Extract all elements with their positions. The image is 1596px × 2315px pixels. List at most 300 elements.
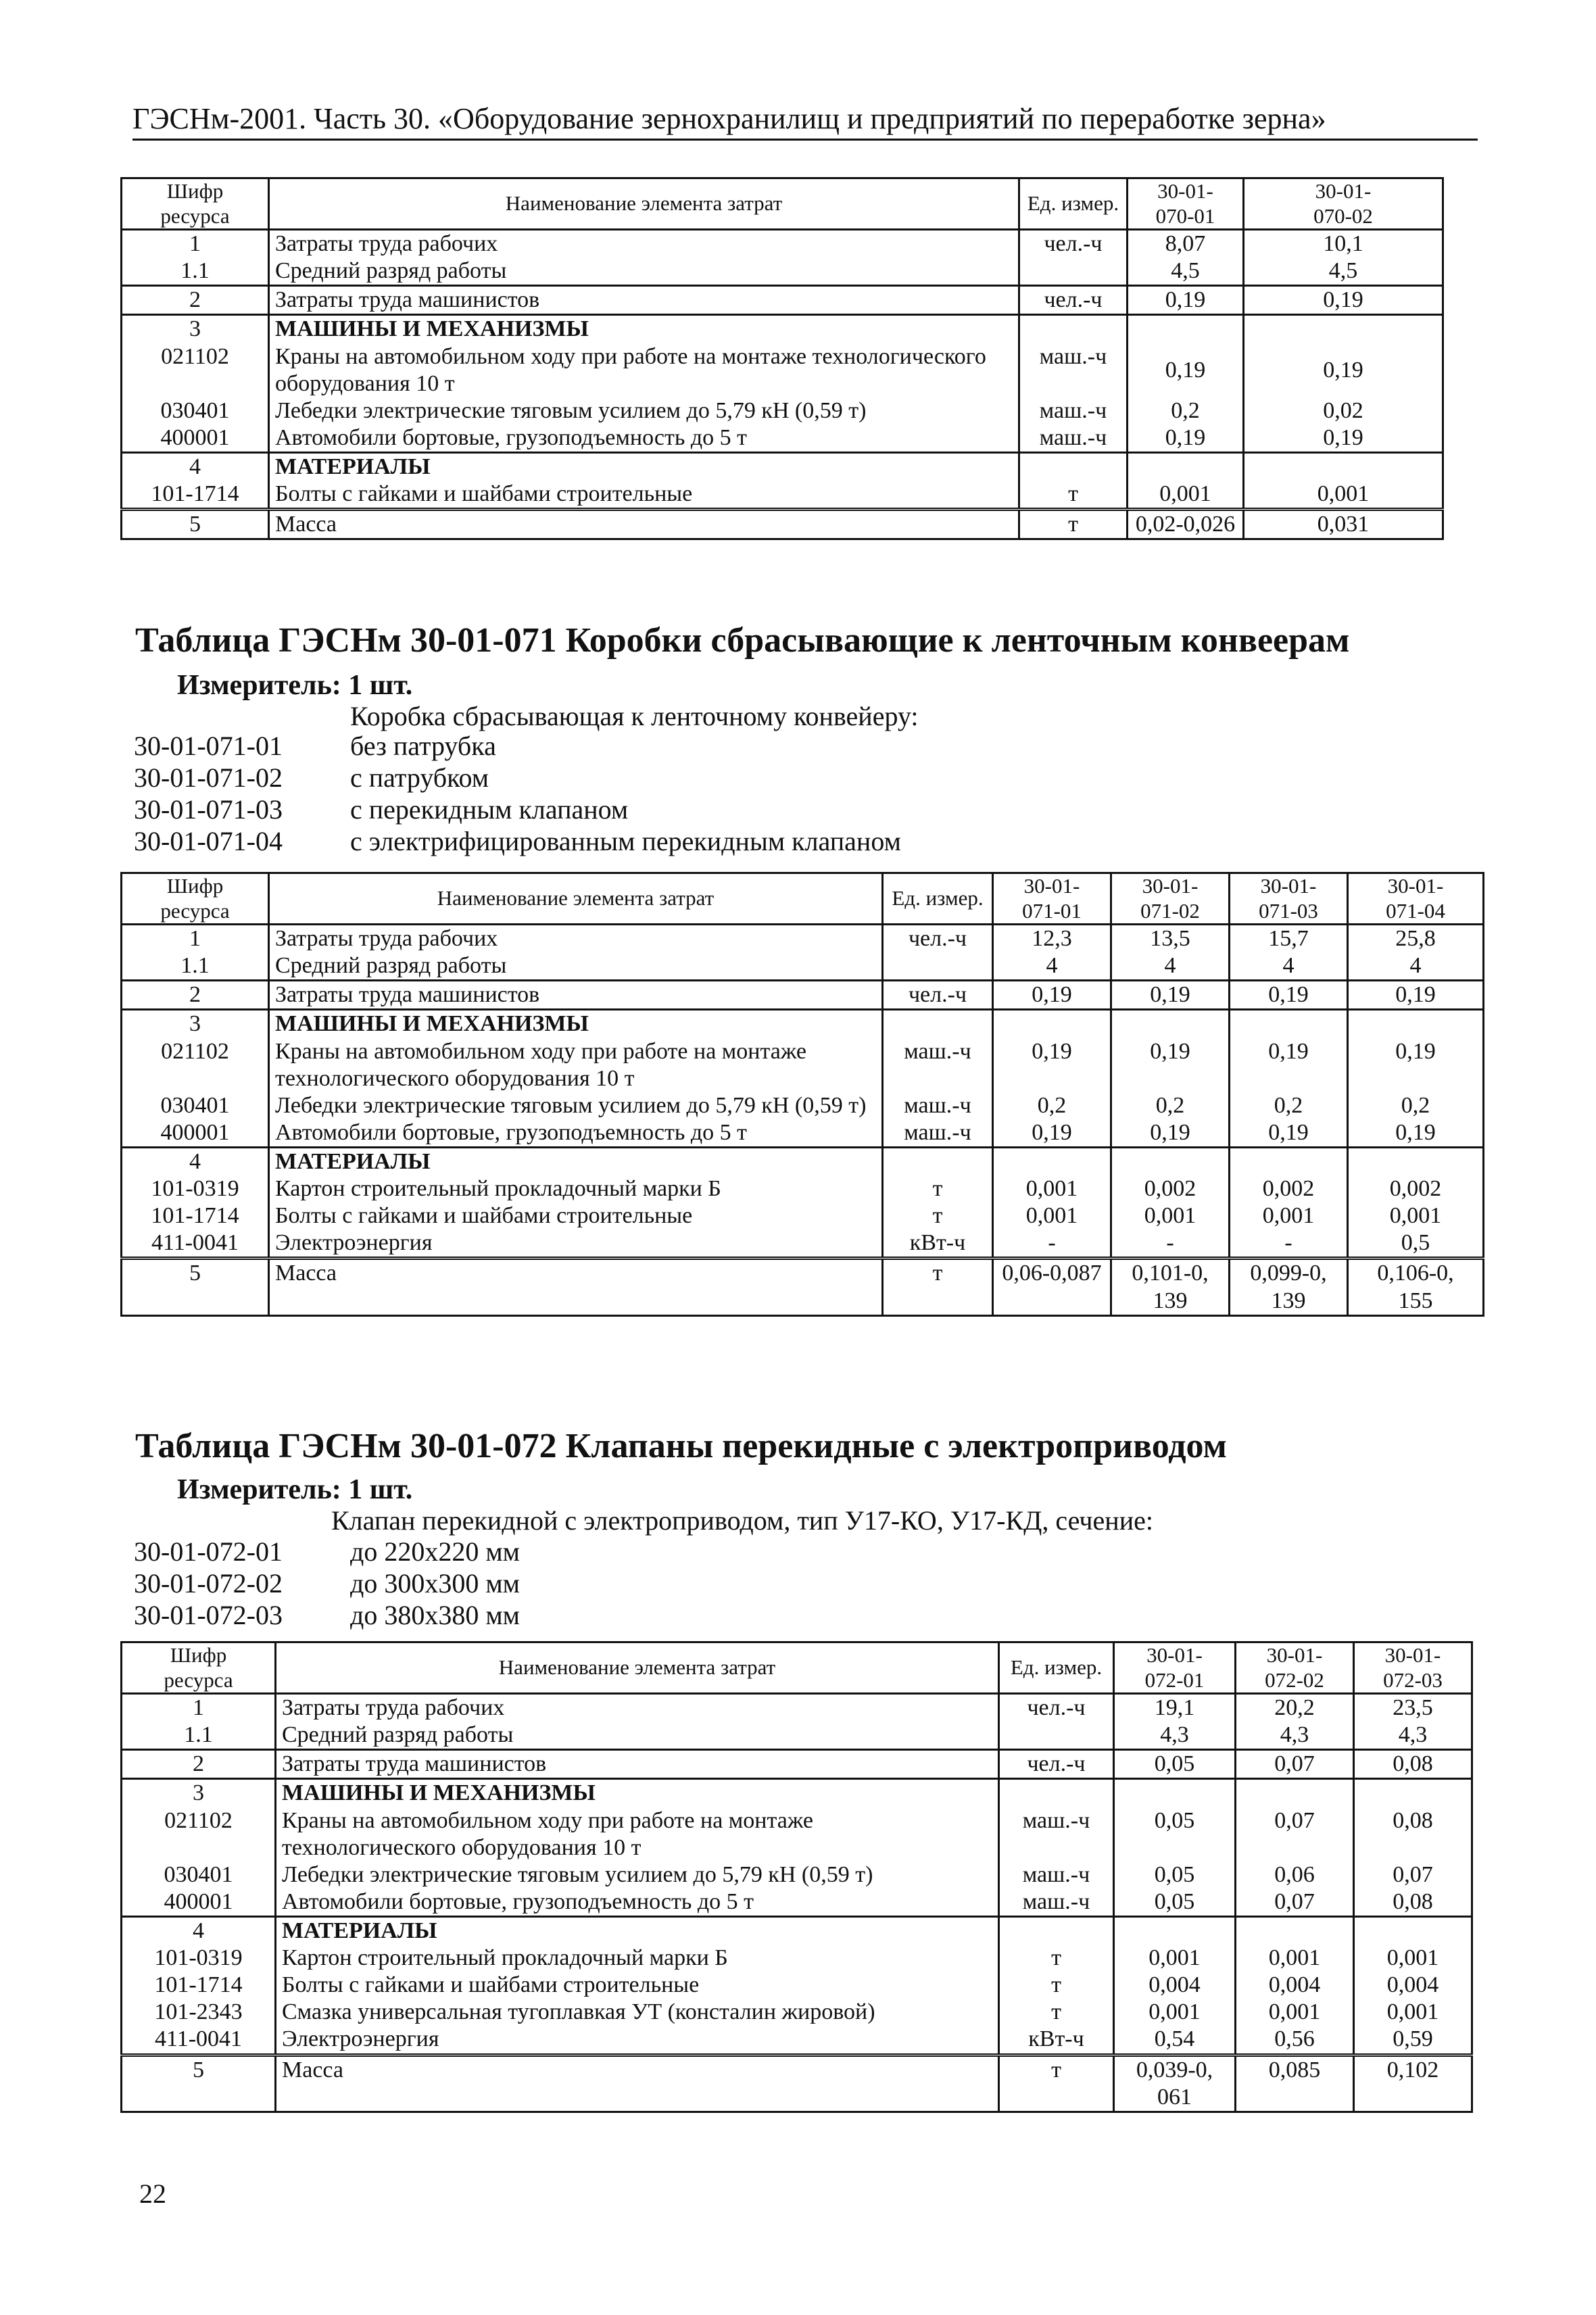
resource-value: 0,001 bbox=[1354, 1945, 1472, 1972]
resource-name: Автомобили бортовые, грузоподъемность до 5 т bbox=[276, 1888, 999, 1917]
resource-value: 0,05 bbox=[1114, 1750, 1236, 1779]
resource-value: 13,5 bbox=[1111, 925, 1230, 953]
resource-unit: маш.-ч bbox=[999, 1807, 1114, 1861]
resource-code: 4 bbox=[122, 1917, 276, 1945]
resource-code: 030401 bbox=[122, 1092, 269, 1119]
resource-unit: маш.-ч bbox=[1019, 397, 1128, 424]
resource-name: Лебедки электрические тяговым усилием до 5,79 кН (0,59 т) bbox=[269, 1092, 883, 1119]
resource-value: 4,3 bbox=[1236, 1722, 1354, 1750]
table-row bbox=[122, 1722, 1472, 1750]
resource-value-text: 0,039-0,061 bbox=[1136, 2057, 1213, 2110]
resource-value: 0,07 bbox=[1354, 1861, 1472, 1888]
resource-value: 4 bbox=[1111, 952, 1230, 981]
table-row bbox=[122, 1229, 1484, 1259]
resource-value: 0,19 bbox=[1244, 343, 1443, 397]
resource-code: 3 bbox=[122, 1010, 269, 1038]
table-row bbox=[122, 1010, 1484, 1038]
resource-table-070 bbox=[120, 177, 1444, 540]
resource-unit: чел.-ч bbox=[883, 925, 993, 953]
resource-value-text: 0,101-0,139 bbox=[1132, 1261, 1209, 1313]
table-071-title: Таблица ГЭСНм 30-01-071 Коробки сбрасывающие к ленточным конвеерам bbox=[135, 621, 1350, 660]
resource-code: 1.1 bbox=[122, 1722, 276, 1750]
resource-value: 0,002 bbox=[1230, 1175, 1348, 1202]
resource-value: - bbox=[1230, 1229, 1348, 1259]
header-row bbox=[122, 873, 1484, 925]
resource-value: 0,19 bbox=[993, 981, 1111, 1010]
resource-value: 0,002 bbox=[1111, 1175, 1230, 1202]
resource-unit bbox=[1019, 453, 1128, 481]
resource-code: 411-0041 bbox=[122, 1229, 269, 1259]
resource-name: МАШИНЫ И МЕХАНИЗМЫ bbox=[269, 315, 1019, 343]
resource-value bbox=[1236, 1917, 1354, 1945]
header-unit: Ед. измер. bbox=[883, 873, 993, 925]
resource-value: 4,3 bbox=[1114, 1722, 1236, 1750]
resource-value: 0,19 bbox=[1244, 286, 1443, 315]
resource-value bbox=[993, 1148, 1111, 1176]
resource-name: Краны на автомобильном ходу при работе на монтаже технологического оборудования 10 т bbox=[269, 1038, 883, 1092]
variant-row bbox=[134, 730, 901, 762]
table-row bbox=[122, 1888, 1472, 1917]
resource-unit bbox=[883, 952, 993, 981]
resource-unit: маш.-ч bbox=[1019, 343, 1128, 397]
variant-code: 30-01-071-03 bbox=[134, 794, 283, 825]
table-row bbox=[122, 1694, 1472, 1722]
resource-unit: т bbox=[883, 1175, 993, 1202]
resource-value bbox=[1230, 1148, 1348, 1176]
header-norm-2 bbox=[1111, 873, 1230, 925]
resource-value bbox=[1111, 1259, 1230, 1315]
header-norm-2 bbox=[1236, 1642, 1354, 1694]
resource-unit: чел.-ч bbox=[999, 1750, 1114, 1779]
table-row bbox=[122, 453, 1443, 481]
table-071-description: Коробка сбрасывающая к ленточному конвейеру: bbox=[350, 701, 919, 731]
resource-unit: маш.-ч bbox=[999, 1888, 1114, 1917]
resource-code: 101-1714 bbox=[122, 1202, 269, 1229]
header-code-line1: Шифр bbox=[170, 1643, 227, 1667]
table-row bbox=[122, 286, 1443, 315]
header-norm-1 bbox=[1114, 1642, 1236, 1694]
resource-value: 0,004 bbox=[1354, 1972, 1472, 1999]
resource-name: Масса bbox=[276, 2055, 999, 2112]
resource-name: Масса bbox=[269, 510, 1019, 539]
table-072-variants bbox=[134, 1536, 520, 1631]
resource-value: 15,7 bbox=[1230, 925, 1348, 953]
variant-code: 30-01-071-04 bbox=[134, 826, 283, 856]
resource-value: 23,5 bbox=[1354, 1694, 1472, 1722]
header-name: Наименование элемента затрат bbox=[269, 178, 1019, 230]
resource-value: 0,19 bbox=[1128, 286, 1244, 315]
resource-value bbox=[1114, 2055, 1236, 2112]
resource-code: 1 bbox=[122, 230, 269, 258]
resource-code: 4 bbox=[122, 453, 269, 481]
table-row bbox=[122, 1861, 1472, 1888]
variant-row bbox=[134, 1536, 520, 1567]
header-norm-line2: 072-02 bbox=[1265, 1667, 1324, 1692]
resource-value: 0,2 bbox=[1348, 1092, 1484, 1119]
header-norm-3 bbox=[1230, 873, 1348, 925]
header-unit: Ед. измер. bbox=[1019, 178, 1128, 230]
resource-name: Затраты труда машинистов bbox=[269, 286, 1019, 315]
resource-unit: т bbox=[1019, 510, 1128, 539]
variant-code: 30-01-072-01 bbox=[134, 1536, 283, 1567]
resource-value: 0,19 bbox=[1128, 424, 1244, 453]
resource-code: 1 bbox=[122, 1694, 276, 1722]
header-code bbox=[122, 1642, 276, 1694]
resource-value: 0,001 bbox=[993, 1175, 1111, 1202]
table-072-measure: Измеритель: 1 шт. bbox=[177, 1474, 413, 1505]
table-071-variants bbox=[134, 730, 901, 857]
resource-value: 0,08 bbox=[1354, 1888, 1472, 1917]
resource-unit: чел.-ч bbox=[1019, 286, 1128, 315]
resource-unit: маш.-ч bbox=[883, 1092, 993, 1119]
resource-value: 0,19 bbox=[1348, 1119, 1484, 1148]
header-norm-1 bbox=[993, 873, 1111, 925]
table-row bbox=[122, 981, 1484, 1010]
table-row bbox=[122, 343, 1443, 397]
resource-code: 5 bbox=[122, 1259, 269, 1315]
resource-code: 021102 bbox=[122, 1038, 269, 1092]
resource-value: 0,54 bbox=[1114, 2026, 1236, 2055]
header-code-line1: Шифр bbox=[166, 179, 224, 203]
resource-value bbox=[1111, 1148, 1230, 1176]
resource-value: 0,001 bbox=[1236, 1999, 1354, 2026]
resource-value: 0,19 bbox=[1128, 343, 1244, 397]
resource-value: 4 bbox=[993, 952, 1111, 981]
resource-name: Автомобили бортовые, грузоподъемность до 5 т bbox=[269, 1119, 883, 1148]
header-norm-line2: 072-01 bbox=[1144, 1667, 1205, 1692]
resource-unit bbox=[999, 1722, 1114, 1750]
resource-name: Картон строительный прокладочный марки Б bbox=[276, 1945, 999, 1972]
header-norm-line1: 30-01- bbox=[1387, 874, 1444, 898]
resource-value bbox=[1244, 315, 1443, 343]
resource-unit: кВт-ч bbox=[999, 2026, 1114, 2055]
resource-value: 0,001 bbox=[1354, 1999, 1472, 2026]
resource-code: 101-0319 bbox=[122, 1945, 276, 1972]
table-row bbox=[122, 1175, 1484, 1202]
resource-value bbox=[1114, 1917, 1236, 1945]
resource-value: 20,2 bbox=[1236, 1694, 1354, 1722]
resource-name: Краны на автомобильном ходу при работе на монтаже технологического оборудования 10 т bbox=[276, 1807, 999, 1861]
resource-code: 4 bbox=[122, 1148, 269, 1176]
resource-value: 0,05 bbox=[1114, 1861, 1236, 1888]
header-norm-4 bbox=[1348, 873, 1484, 925]
resource-value: 0,001 bbox=[1114, 1945, 1236, 1972]
resource-name: Затраты труда машинистов bbox=[269, 981, 883, 1010]
variant-code: 30-01-072-02 bbox=[134, 1568, 283, 1599]
resource-name: Лебедки электрические тяговым усилием до 5,79 кН (0,59 т) bbox=[269, 397, 1019, 424]
resource-value bbox=[1114, 1779, 1236, 1807]
table-row bbox=[122, 1807, 1472, 1861]
resource-code: 3 bbox=[122, 1779, 276, 1807]
header-norm-line2: 072-03 bbox=[1383, 1667, 1443, 1692]
variant-text: до 300х300 мм bbox=[350, 1568, 520, 1599]
resource-value: 0,2 bbox=[1111, 1092, 1230, 1119]
resource-name: Краны на автомобильном ходу при работе на монтаже технологического оборудования 10 т bbox=[269, 343, 1019, 397]
resource-name: Электроэнергия bbox=[276, 2026, 999, 2055]
table-row bbox=[122, 2026, 1472, 2055]
resource-value bbox=[1128, 453, 1244, 481]
resource-value: 19,1 bbox=[1114, 1694, 1236, 1722]
header-name: Наименование элемента затрат bbox=[276, 1642, 999, 1694]
resource-value bbox=[1230, 1010, 1348, 1038]
resource-value: 0,02 bbox=[1244, 397, 1443, 424]
resource-value bbox=[1348, 1148, 1484, 1176]
resource-unit bbox=[999, 1917, 1114, 1945]
resource-code: 1.1 bbox=[122, 952, 269, 981]
variant-text: до 220х220 мм bbox=[350, 1536, 520, 1567]
variant-code: 30-01-072-03 bbox=[134, 1600, 283, 1630]
resource-code: 1.1 bbox=[122, 258, 269, 286]
resource-value: 0,07 bbox=[1236, 1750, 1354, 1779]
variant-row bbox=[134, 794, 901, 825]
header-norm-line2: 071-01 bbox=[1022, 898, 1082, 923]
resource-name: Затраты труда рабочих bbox=[269, 925, 883, 953]
variant-row bbox=[134, 1567, 520, 1599]
resource-value: 0,001 bbox=[1230, 1202, 1348, 1229]
header-norm-line1: 30-01- bbox=[1157, 179, 1213, 203]
header-code bbox=[122, 873, 269, 925]
header-code-line2: ресурса bbox=[160, 203, 230, 228]
header-norm-2 bbox=[1244, 178, 1443, 230]
resource-name: Средний разряд работы bbox=[276, 1722, 999, 1750]
resource-unit: чел.-ч bbox=[999, 1694, 1114, 1722]
resource-code: 400001 bbox=[122, 424, 269, 453]
header-norm-line1: 30-01- bbox=[1384, 1643, 1441, 1667]
table-row bbox=[122, 1092, 1484, 1119]
table-071-measure: Измеритель: 1 шт. bbox=[177, 670, 413, 701]
resource-unit bbox=[883, 1148, 993, 1176]
resource-name: МАШИНЫ И МЕХАНИЗМЫ bbox=[269, 1010, 883, 1038]
resource-value: 0,085 bbox=[1236, 2055, 1354, 2112]
resource-name: Электроэнергия bbox=[269, 1229, 883, 1259]
resource-value: 0,001 bbox=[1128, 481, 1244, 510]
table-row bbox=[122, 397, 1443, 424]
table-row bbox=[122, 1750, 1472, 1779]
resource-value: 0,05 bbox=[1114, 1807, 1236, 1861]
resource-code: 1 bbox=[122, 925, 269, 953]
resource-code: 101-0319 bbox=[122, 1175, 269, 1202]
variant-text: без патрубка bbox=[350, 731, 496, 761]
resource-value bbox=[1111, 1010, 1230, 1038]
resource-code: 400001 bbox=[122, 1888, 276, 1917]
resource-table-072 bbox=[120, 1641, 1473, 2113]
resource-value: 4,5 bbox=[1244, 258, 1443, 286]
resource-name: Болты с гайками и шайбами строительные bbox=[269, 1202, 883, 1229]
table-row bbox=[122, 1202, 1484, 1229]
resource-value bbox=[1354, 1917, 1472, 1945]
resource-value: 0,001 bbox=[993, 1202, 1111, 1229]
resource-name: Затраты труда машинистов bbox=[276, 1750, 999, 1779]
page-number: 22 bbox=[139, 2178, 166, 2209]
resource-value: 0,2 bbox=[1128, 397, 1244, 424]
header-norm-line2: 070-01 bbox=[1155, 203, 1215, 228]
resource-value-text: 0,099-0,139 bbox=[1250, 1261, 1327, 1313]
resource-value: 0,07 bbox=[1236, 1888, 1354, 1917]
resource-value bbox=[1236, 1779, 1354, 1807]
resource-code: 2 bbox=[122, 981, 269, 1010]
header-norm-line2: 071-02 bbox=[1140, 898, 1200, 923]
resource-name: Средний разряд работы bbox=[269, 258, 1019, 286]
resource-value: 12,3 bbox=[993, 925, 1111, 953]
resource-code: 101-1714 bbox=[122, 1972, 276, 1999]
resource-value: 0,5 bbox=[1348, 1229, 1484, 1259]
table-row bbox=[122, 2055, 1472, 2112]
variant-row bbox=[134, 825, 901, 857]
resource-unit: т bbox=[999, 1999, 1114, 2026]
header-row bbox=[122, 178, 1443, 230]
resource-code: 3 bbox=[122, 315, 269, 343]
resource-value: 0,05 bbox=[1114, 1888, 1236, 1917]
header-norm-3 bbox=[1354, 1642, 1472, 1694]
table-row bbox=[122, 424, 1443, 453]
resource-value: 0,06-0,087 bbox=[993, 1259, 1111, 1315]
resource-name: МАШИНЫ И МЕХАНИЗМЫ bbox=[276, 1779, 999, 1807]
resource-value: 0,001 bbox=[1244, 481, 1443, 510]
resource-name: Болты с гайками и шайбами строительные bbox=[269, 481, 1019, 510]
table-row bbox=[122, 510, 1443, 539]
resource-name: Смазка универсальная тугоплавкая УТ (консталин жировой) bbox=[276, 1999, 999, 2026]
resource-value: 4,5 bbox=[1128, 258, 1244, 286]
resource-name: Затраты труда рабочих bbox=[269, 230, 1019, 258]
variant-row bbox=[134, 1599, 520, 1631]
resource-value bbox=[1348, 1010, 1484, 1038]
header-norm-line2: 070-02 bbox=[1313, 203, 1373, 228]
table-row bbox=[122, 1259, 1484, 1315]
resource-unit: чел.-ч bbox=[1019, 230, 1128, 258]
resource-name: Затраты труда рабочих bbox=[276, 1694, 999, 1722]
resource-value bbox=[1348, 1259, 1484, 1315]
resource-table-071 bbox=[120, 872, 1484, 1317]
resource-unit bbox=[883, 1010, 993, 1038]
table-row bbox=[122, 1945, 1472, 1972]
resource-unit: т bbox=[999, 1945, 1114, 1972]
header-unit: Ед. измер. bbox=[999, 1642, 1114, 1694]
resource-value: 25,8 bbox=[1348, 925, 1484, 953]
table-row bbox=[122, 1779, 1472, 1807]
resource-value: 0,19 bbox=[1348, 981, 1484, 1010]
resource-value bbox=[1354, 1779, 1472, 1807]
resource-unit: т bbox=[999, 1972, 1114, 1999]
header-norm-line1: 30-01- bbox=[1023, 874, 1080, 898]
table-row bbox=[122, 1119, 1484, 1148]
header-norm-line1: 30-01- bbox=[1146, 1643, 1203, 1667]
variant-text: с перекидным клапаном bbox=[350, 794, 629, 825]
resource-code: 030401 bbox=[122, 1861, 276, 1888]
table-row bbox=[122, 258, 1443, 286]
header-norm-line1: 30-01- bbox=[1260, 874, 1317, 898]
header-norm-1 bbox=[1128, 178, 1244, 230]
resource-value-text: 0,106-0,155 bbox=[1377, 1261, 1454, 1313]
page-header: ГЭСНм-2001. Часть 30. «Оборудование зернохранилищ и предприятий по переработке зерна» bbox=[132, 101, 1478, 141]
variant-text: с электрифицированным перекидным клапаном bbox=[350, 826, 901, 856]
resource-value: 0,19 bbox=[1230, 1038, 1348, 1092]
resource-code: 030401 bbox=[122, 397, 269, 424]
variant-row bbox=[134, 762, 901, 794]
resource-code: 021102 bbox=[122, 1807, 276, 1861]
resource-value: 0,19 bbox=[1111, 1119, 1230, 1148]
header-norm-line2: 071-03 bbox=[1259, 898, 1318, 923]
resource-code: 021102 bbox=[122, 343, 269, 397]
resource-value: 0,001 bbox=[1114, 1999, 1236, 2026]
resource-name: Картон строительный прокладочный марки Б bbox=[269, 1175, 883, 1202]
resource-unit: т bbox=[999, 2055, 1114, 2112]
table-row bbox=[122, 925, 1484, 953]
resource-value: 0,06 bbox=[1236, 1861, 1354, 1888]
resource-value: 0,001 bbox=[1348, 1202, 1484, 1229]
resource-name: Автомобили бортовые, грузоподъемность до 5 т bbox=[269, 424, 1019, 453]
table-row bbox=[122, 1148, 1484, 1176]
table-row bbox=[122, 315, 1443, 343]
resource-name: Масса bbox=[269, 1259, 883, 1315]
resource-code: 5 bbox=[122, 510, 269, 539]
resource-value: 0,19 bbox=[1111, 1038, 1230, 1092]
resource-value: 0,2 bbox=[1230, 1092, 1348, 1119]
variant-text: с патрубком bbox=[350, 762, 489, 793]
header-norm-line1: 30-01- bbox=[1142, 874, 1199, 898]
resource-name: МАТЕРИАЛЫ bbox=[276, 1917, 999, 1945]
resource-value: 0,19 bbox=[1244, 424, 1443, 453]
resource-unit bbox=[1019, 258, 1128, 286]
resource-value: 0,004 bbox=[1236, 1972, 1354, 1999]
resource-value: 0,004 bbox=[1114, 1972, 1236, 1999]
resource-value: 0,19 bbox=[1230, 981, 1348, 1010]
resource-value: 0,001 bbox=[1236, 1945, 1354, 1972]
resource-code: 101-1714 bbox=[122, 481, 269, 510]
resource-value: 8,07 bbox=[1128, 230, 1244, 258]
table-row bbox=[122, 1999, 1472, 2026]
resource-value: 0,19 bbox=[1111, 981, 1230, 1010]
resource-code: 5 bbox=[122, 2055, 276, 2112]
resource-unit: маш.-ч bbox=[883, 1119, 993, 1148]
resource-value: 0,031 bbox=[1244, 510, 1443, 539]
table-072-title: Таблица ГЭСНм 30-01-072 Клапаны перекидные с электроприводом bbox=[135, 1427, 1227, 1465]
resource-value: 0,2 bbox=[993, 1092, 1111, 1119]
resource-value: 0,002 bbox=[1348, 1175, 1484, 1202]
header-code-line2: ресурса bbox=[160, 898, 230, 923]
resource-unit bbox=[1019, 315, 1128, 343]
resource-value: 4 bbox=[1348, 952, 1484, 981]
resource-value: 0,102 bbox=[1354, 2055, 1472, 2112]
header-code bbox=[122, 178, 269, 230]
variant-code: 30-01-071-02 bbox=[134, 762, 283, 793]
header-norm-line1: 30-01- bbox=[1266, 1643, 1323, 1667]
resource-value: 0,19 bbox=[1230, 1119, 1348, 1148]
resource-code: 2 bbox=[122, 286, 269, 315]
resource-value: 0,59 bbox=[1354, 2026, 1472, 2055]
table-row bbox=[122, 1917, 1472, 1945]
table-row bbox=[122, 952, 1484, 981]
variant-text: до 380х380 мм bbox=[350, 1600, 520, 1630]
resource-name: Лебедки электрические тяговым усилием до 5,79 кН (0,59 т) bbox=[276, 1861, 999, 1888]
resource-value bbox=[1244, 453, 1443, 481]
resource-unit: маш.-ч bbox=[999, 1861, 1114, 1888]
resource-code: 2 bbox=[122, 1750, 276, 1779]
resource-value: 0,56 bbox=[1236, 2026, 1354, 2055]
table-072-description: Клапан перекидной с электроприводом, тип У17-КО, У17-КД, сечение: bbox=[331, 1505, 1153, 1536]
resource-code: 411-0041 bbox=[122, 2026, 276, 2055]
resource-value: 4,3 bbox=[1354, 1722, 1472, 1750]
resource-code: 101-2343 bbox=[122, 1999, 276, 2026]
resource-unit bbox=[999, 1779, 1114, 1807]
resource-name: Болты с гайками и шайбами строительные bbox=[276, 1972, 999, 1999]
resource-name: МАТЕРИАЛЫ bbox=[269, 1148, 883, 1176]
table-row bbox=[122, 1972, 1472, 1999]
resource-value: 0,08 bbox=[1354, 1807, 1472, 1861]
resource-unit: т bbox=[883, 1259, 993, 1315]
resource-value: 0,19 bbox=[993, 1038, 1111, 1092]
resource-value: - bbox=[993, 1229, 1111, 1259]
resource-value: 0,19 bbox=[993, 1119, 1111, 1148]
